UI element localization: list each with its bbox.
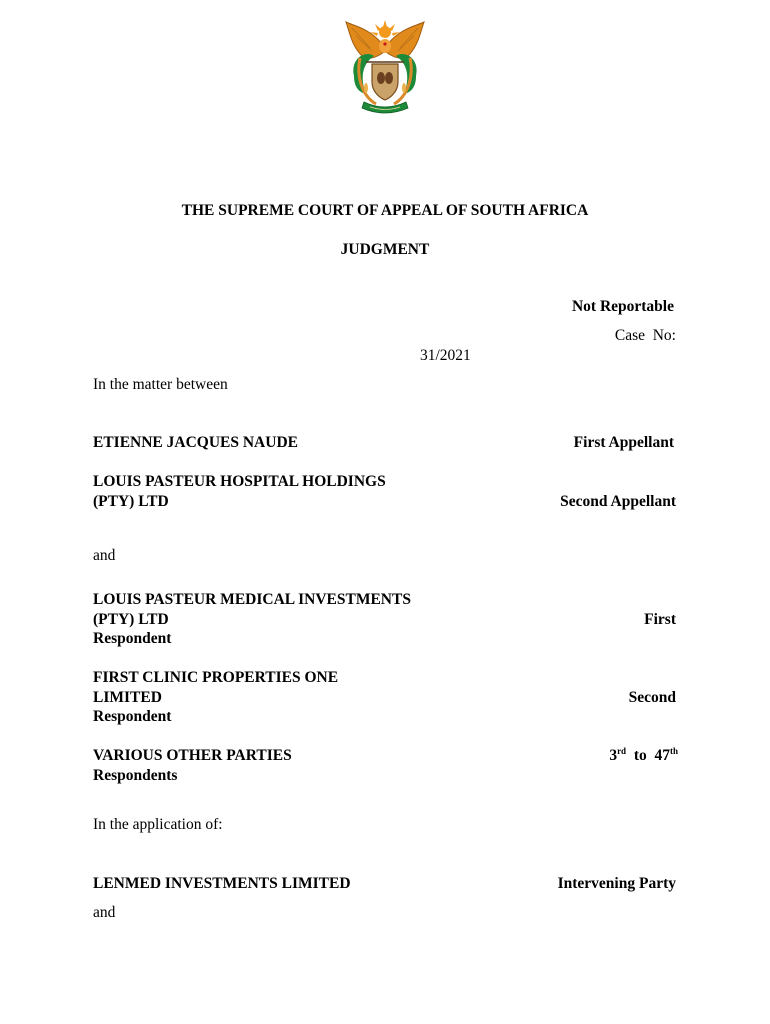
role-until-suffix: th (669, 746, 678, 756)
second-appellant-name-line2: (PTY) LTD (93, 493, 169, 510)
document-type: JUDGMENT (340, 241, 430, 258)
second-respondent-name-line1: FIRST CLINIC PROPERTIES ONE (93, 669, 339, 686)
role-from: 3 (609, 747, 618, 764)
other-respondents-role (609, 746, 678, 765)
case-number-label: Case No: (614, 327, 676, 344)
first-respondent-name-line2: (PTY) LTD (93, 611, 169, 628)
conjunction-and-2: and (93, 904, 116, 921)
coat-of-arms-icon (340, 18, 430, 114)
intervening-party-role: Intervening Party (557, 875, 676, 892)
reportable-status: Not Reportable (571, 298, 674, 315)
intervening-party-name: LENMED INVESTMENTS LIMITED (93, 875, 351, 892)
second-respondent-role: Second (628, 689, 676, 706)
conjunction-and: and (93, 547, 116, 564)
court-title: THE SUPREME COURT OF APPEAL OF SOUTH AFRICA (181, 202, 589, 219)
role-until: 47 (654, 747, 670, 764)
other-respondents-role-line2: Respondents (93, 767, 178, 784)
first-respondent-name-line1: LOUIS PASTEUR MEDICAL INVESTMENTS (93, 591, 411, 608)
matter-intro: In the matter between (93, 376, 228, 393)
role-to: to (633, 747, 647, 764)
application-intro: In the application of: (93, 816, 223, 833)
first-appellant-name: ETIENNE JACQUES NAUDE (93, 434, 298, 451)
second-appellant-name-line1: LOUIS PASTEUR HOSPITAL HOLDINGS (93, 473, 386, 490)
second-appellant-role: Second Appellant (560, 493, 676, 510)
case-number: 31/2021 (420, 347, 471, 364)
first-appellant-role: First Appellant (573, 434, 674, 451)
role-from-suffix: rd (617, 746, 627, 756)
other-respondents-name: VARIOUS OTHER PARTIES (93, 747, 292, 764)
second-respondent-role-line2: Respondent (93, 708, 172, 725)
second-respondent-name-line2: LIMITED (93, 689, 162, 706)
first-respondent-role-line2: Respondent (93, 630, 172, 647)
first-respondent-role: First (644, 611, 676, 628)
